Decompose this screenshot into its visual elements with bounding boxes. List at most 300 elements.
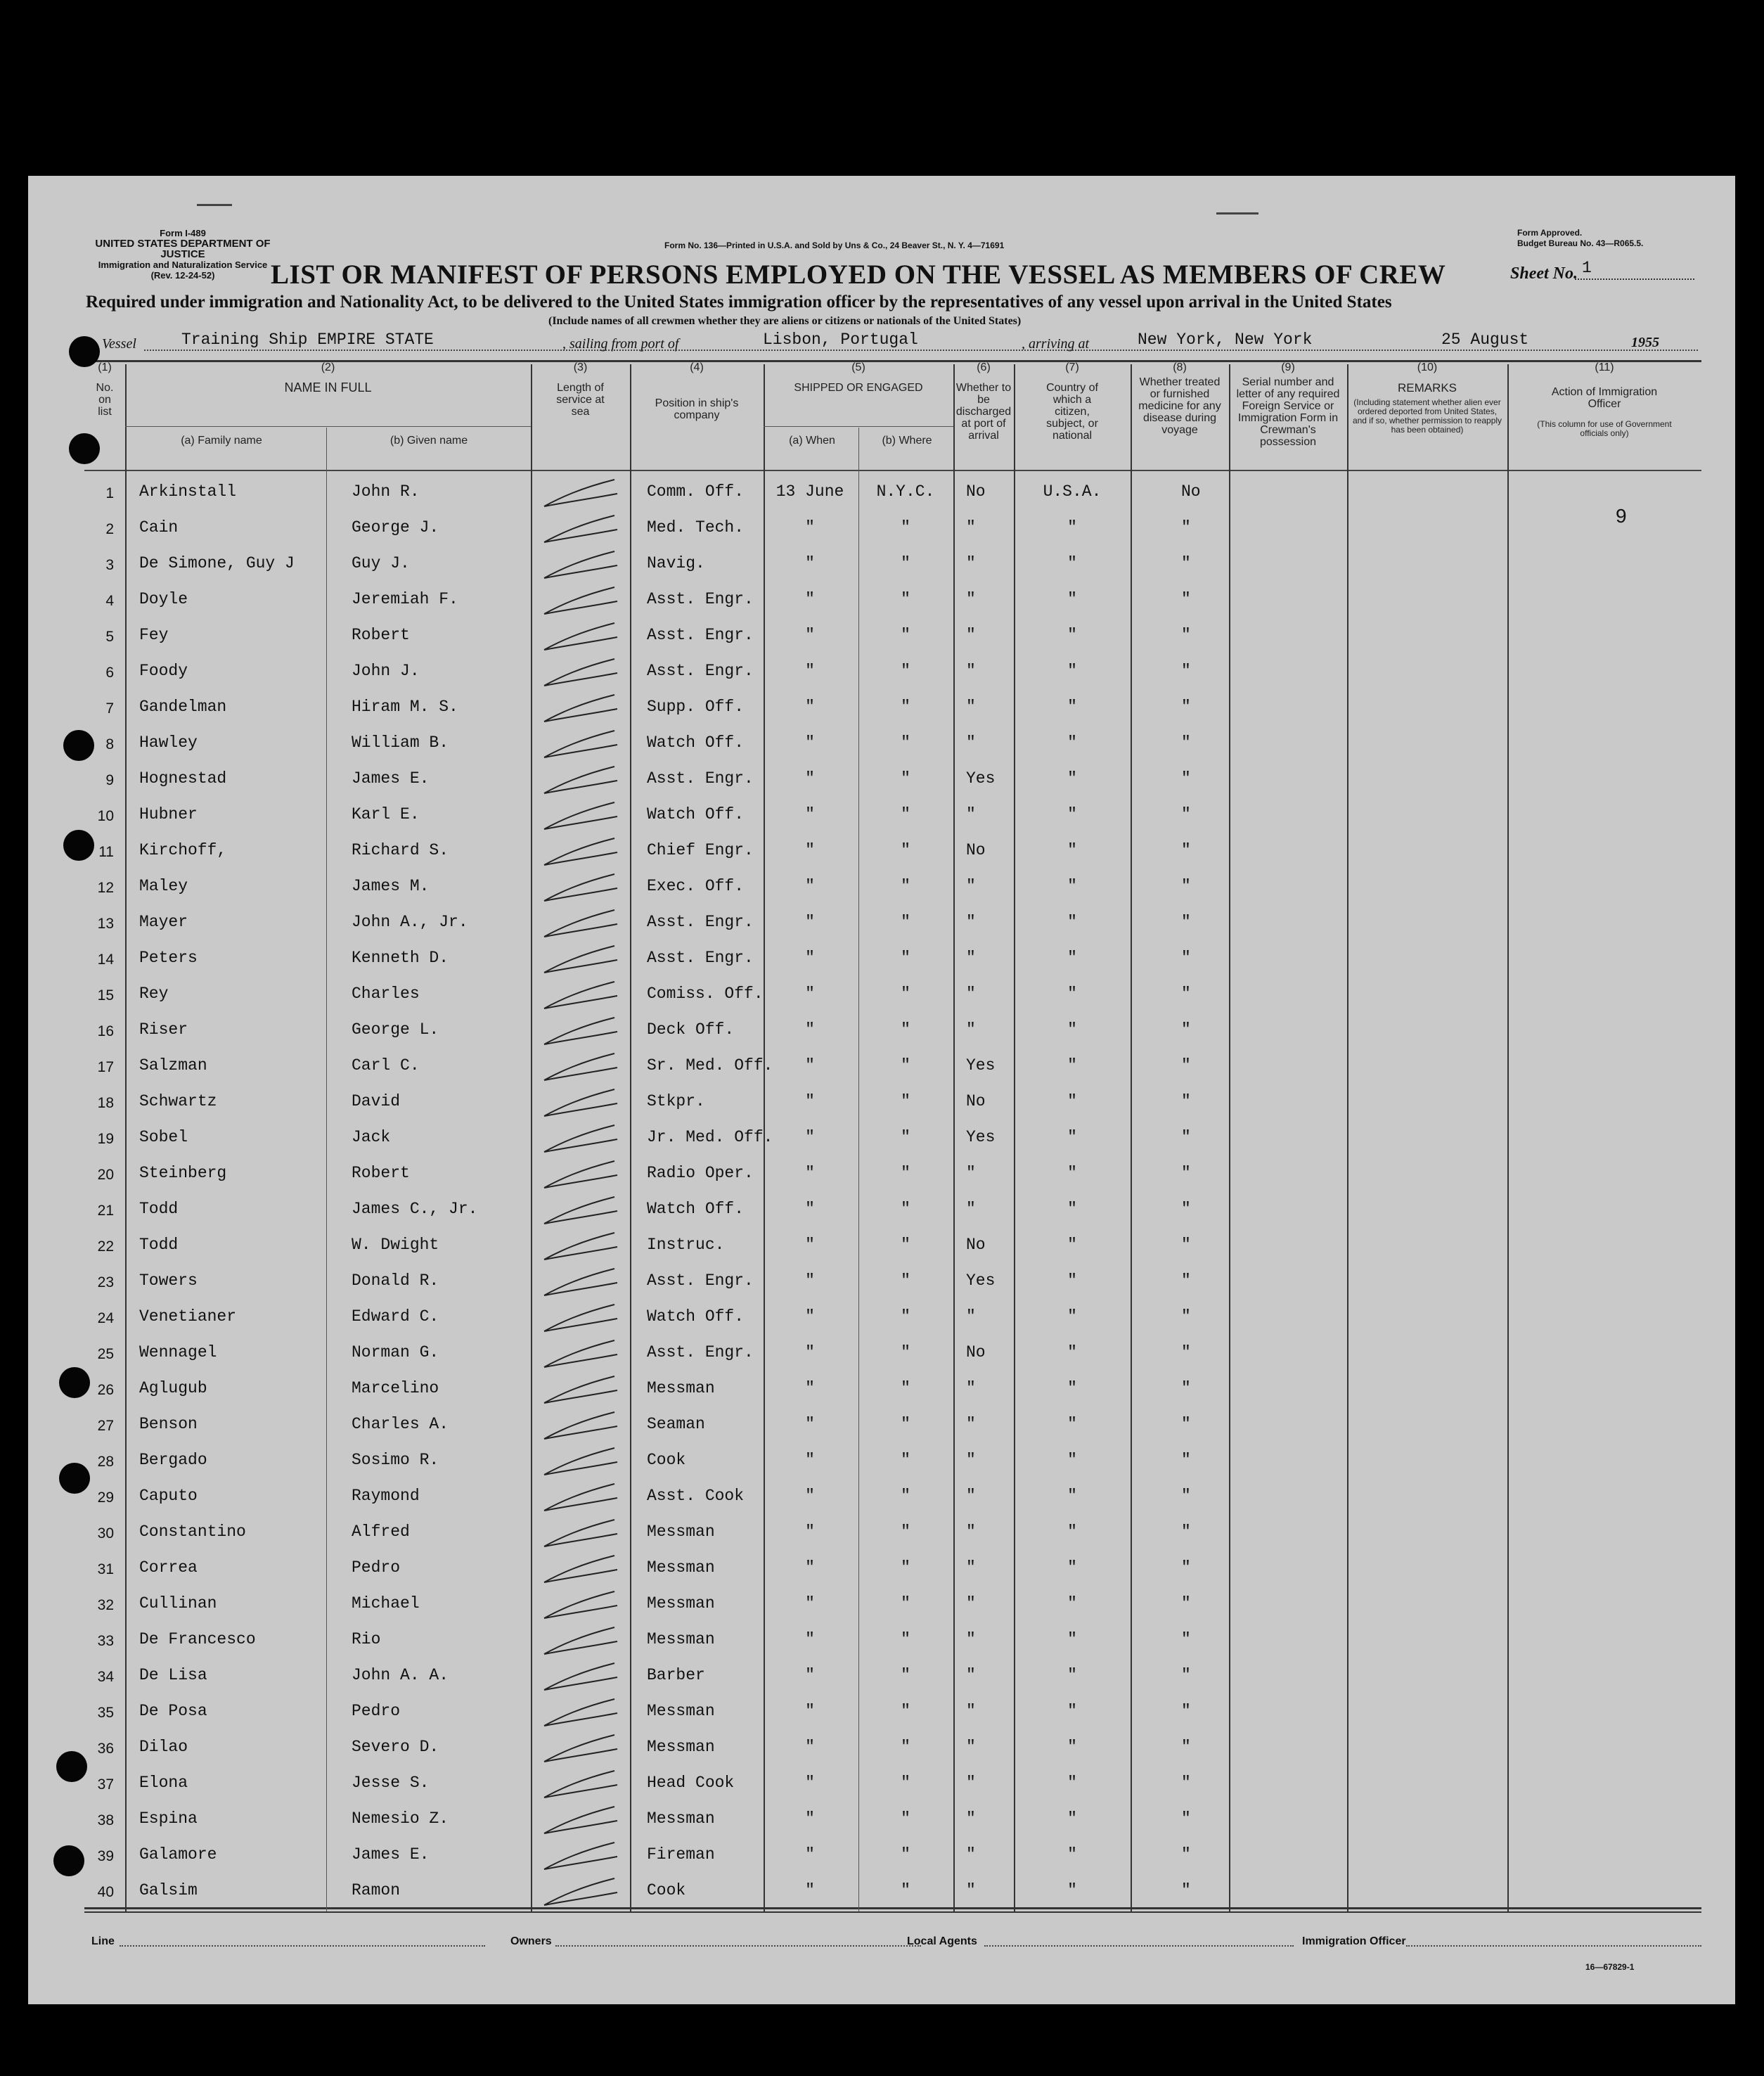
shipped-when: " <box>805 841 815 859</box>
subnote: (Include names of all crewmen whether they are aliens or citizens or nationals of the United States) <box>548 315 1022 327</box>
shipped-when: " <box>805 1451 815 1469</box>
position: Asst. Engr. <box>647 662 754 680</box>
family-name: Peters <box>139 949 198 967</box>
shipped-when: " <box>805 733 815 752</box>
family-name: Sobel <box>139 1128 188 1146</box>
budget-text: Budget Bureau No. 43—R065.5. <box>1517 238 1644 248</box>
row-number: 13 <box>97 916 114 932</box>
footer-agents-label: Local Agents <box>907 1935 977 1947</box>
medicine: " <box>1181 1164 1191 1182</box>
form-revision: (Rev. 12-24-52) <box>150 270 215 281</box>
arriving-label: , arriving at <box>1022 336 1090 352</box>
printer-note: Form No. 136—Printed in U.S.A. and Sold by Uns & Co., 24 Beaver St., N. Y. 4—71691 <box>664 241 1005 250</box>
medicine: " <box>1181 1630 1191 1648</box>
medicine: " <box>1181 1809 1191 1828</box>
row-number: 14 <box>97 952 114 968</box>
shipped-when: " <box>805 1128 815 1146</box>
row-number: 11 <box>98 844 114 860</box>
country: " <box>1067 1451 1077 1469</box>
given-name: Jack <box>352 1128 391 1146</box>
service-name: Immigration and Naturalization Service <box>98 260 268 270</box>
position: Navig. <box>647 554 705 572</box>
discharged: No <box>966 1092 986 1110</box>
shipped-when: " <box>805 698 815 716</box>
family-name: Galsim <box>139 1881 198 1899</box>
shipped-when: " <box>805 1236 815 1254</box>
medicine: " <box>1181 626 1191 644</box>
discharged: " <box>966 590 976 608</box>
shipped-when: " <box>805 1523 815 1541</box>
medicine: " <box>1181 1092 1191 1110</box>
row-number: 3 <box>105 557 114 573</box>
family-name: Doyle <box>139 590 188 608</box>
discharged: " <box>966 1558 976 1577</box>
country: " <box>1067 877 1077 895</box>
table-row <box>28 1085 1735 1121</box>
table-row <box>28 1157 1735 1193</box>
medicine: " <box>1181 1702 1191 1720</box>
position: Instruc. <box>647 1236 725 1254</box>
footer-line-label: Line <box>91 1935 115 1947</box>
given-name: Richard S. <box>352 841 449 859</box>
position: Fireman <box>647 1845 715 1864</box>
row-number: 34 <box>97 1669 114 1685</box>
service-check-mark <box>539 1158 623 1193</box>
discharged: " <box>966 1702 976 1720</box>
discharged: " <box>966 1666 976 1684</box>
position: Supp. Off. <box>647 698 745 716</box>
shipped-when: " <box>805 662 815 680</box>
row-number: 1 <box>105 485 114 501</box>
row-number: 20 <box>97 1167 114 1183</box>
country: " <box>1067 1092 1077 1110</box>
col6-title: Whether to be discharged at port of arrival <box>955 382 1012 442</box>
given-name: Robert <box>352 626 410 644</box>
shipped-where: " <box>901 1020 910 1039</box>
service-check-mark <box>539 513 623 548</box>
country: " <box>1067 1630 1077 1648</box>
sailing-label: , sailing from port of <box>562 336 679 352</box>
family-name: Fey <box>139 626 169 644</box>
shipped-when: " <box>805 626 815 644</box>
service-check-mark <box>539 800 623 835</box>
medicine: " <box>1181 1020 1191 1039</box>
when-header: (a) When <box>789 435 835 447</box>
service-check-mark <box>539 1625 623 1660</box>
table-row <box>28 1551 1735 1587</box>
medicine: " <box>1181 662 1191 680</box>
family-name: Kirchoff, <box>139 841 227 859</box>
given-name: Pedro <box>352 1702 401 1720</box>
given-name: John R. <box>352 482 420 501</box>
shipped-when: " <box>805 1343 815 1361</box>
discharged: Yes <box>966 1128 996 1146</box>
discharged: " <box>966 554 976 572</box>
row-number: 6 <box>105 665 114 681</box>
shipped-where: " <box>901 1523 910 1541</box>
position: Sr. Med. Off. <box>647 1056 773 1075</box>
approval-block <box>1517 228 1643 249</box>
col11-number: (11) <box>1595 361 1614 373</box>
sheet-line <box>1575 278 1694 280</box>
col9-number: (9) <box>1281 361 1295 373</box>
medicine: " <box>1181 1881 1191 1899</box>
shipped-where: " <box>901 518 910 537</box>
country: " <box>1067 1702 1077 1720</box>
service-check-mark <box>539 477 623 512</box>
family-name: Venetianer <box>139 1307 237 1326</box>
footer-line-field <box>120 1945 485 1947</box>
family-name: Espina <box>139 1809 198 1828</box>
country: " <box>1067 1738 1077 1756</box>
discharged: " <box>966 733 976 752</box>
table-row <box>28 1300 1735 1336</box>
family-name: Aglugub <box>139 1379 207 1397</box>
punch-hole <box>69 336 100 367</box>
table-row <box>28 691 1735 726</box>
row-number: 40 <box>97 1884 114 1900</box>
shipped-where: " <box>901 1809 910 1828</box>
family-name: Cain <box>139 518 179 537</box>
col4-header <box>630 361 764 421</box>
shipped-when: " <box>805 1594 815 1613</box>
discharged: " <box>966 1523 976 1541</box>
shipped-when: " <box>805 1164 815 1182</box>
col8-header <box>1131 361 1229 436</box>
table-row <box>28 1516 1735 1551</box>
position: Asst. Engr. <box>647 590 754 608</box>
position: Messman <box>647 1379 715 1397</box>
punch-hole <box>63 730 94 761</box>
position: Asst. Engr. <box>647 1343 754 1361</box>
service-check-mark <box>539 1481 623 1516</box>
medicine: " <box>1181 1128 1191 1146</box>
medicine: " <box>1181 733 1191 752</box>
position: Cook <box>647 1881 686 1899</box>
medicine: " <box>1181 1594 1191 1613</box>
row-number: 5 <box>105 629 114 645</box>
shipped-when: " <box>805 1415 815 1433</box>
col11-note: (This column for use of Government officials only) <box>1537 419 1672 438</box>
shipped-where: " <box>901 662 910 680</box>
shipped-when: " <box>805 554 815 572</box>
country: U.S.A. <box>1043 482 1102 501</box>
family-name: Towers <box>139 1271 198 1290</box>
col6-header <box>953 361 1014 442</box>
shipped-where: " <box>901 1415 910 1433</box>
shipped-when: " <box>805 949 815 967</box>
discharged: No <box>966 841 986 859</box>
shipped-where: " <box>901 1343 910 1361</box>
where-header: (b) Where <box>882 435 932 447</box>
margin-note: 9 <box>1616 505 1627 527</box>
shipped-when: " <box>805 1271 815 1290</box>
scan-mark <box>197 204 232 206</box>
given-name: Michael <box>352 1594 420 1613</box>
position: Watch Off. <box>647 1200 745 1218</box>
row-number: 25 <box>97 1346 114 1362</box>
service-check-mark <box>539 907 623 942</box>
medicine: " <box>1181 805 1191 824</box>
shipped-where: " <box>901 1236 910 1254</box>
table-row <box>28 1444 1735 1480</box>
family-name: Gandelman <box>139 698 227 716</box>
row-number: 23 <box>97 1274 114 1290</box>
row-number: 19 <box>97 1131 114 1147</box>
discharged: " <box>966 1594 976 1613</box>
table-row <box>28 1480 1735 1516</box>
medicine: " <box>1181 518 1191 537</box>
sheet-label: Sheet No. <box>1510 264 1578 283</box>
row-number: 17 <box>97 1059 114 1075</box>
discharged: Yes <box>966 1056 996 1075</box>
service-check-mark <box>539 764 623 799</box>
department-block <box>84 228 281 281</box>
discharged: " <box>966 1881 976 1899</box>
family-name: Constantino <box>139 1523 246 1541</box>
country: " <box>1067 1379 1077 1397</box>
footer-owners-field <box>555 1945 921 1947</box>
col1-number: (1) <box>98 361 112 373</box>
table-row <box>28 1336 1735 1372</box>
service-check-mark <box>539 1876 623 1911</box>
shipped-where: " <box>901 985 910 1003</box>
given-name: George J. <box>352 518 439 537</box>
country: " <box>1067 1164 1077 1182</box>
discharged: Yes <box>966 1271 996 1290</box>
country: " <box>1067 554 1077 572</box>
discharged: " <box>966 698 976 716</box>
shipped-where: N.Y.C. <box>876 482 935 501</box>
family-name: Cullinan <box>139 1594 217 1613</box>
shipped-where: " <box>901 1630 910 1648</box>
col1-header <box>84 361 125 418</box>
given-name: Severo D. <box>352 1738 439 1756</box>
discharged: " <box>966 1307 976 1326</box>
col5-header <box>764 361 953 394</box>
position: Seaman <box>647 1415 705 1433</box>
given-name: Jesse S. <box>352 1774 430 1792</box>
discharged: " <box>966 1379 976 1397</box>
country: " <box>1067 1666 1077 1684</box>
table-row <box>28 1874 1735 1910</box>
row-number: 39 <box>97 1848 114 1864</box>
service-check-mark <box>539 692 623 727</box>
service-check-mark <box>539 1517 623 1552</box>
col4-number: (4) <box>690 361 704 373</box>
manifest-sheet <box>28 176 1735 2004</box>
col10-title: REMARKS <box>1397 381 1457 395</box>
family-name: Maley <box>139 877 188 895</box>
footer-owners-label: Owners <box>510 1935 552 1947</box>
col3-title: Length of service at sea <box>556 382 605 418</box>
position: Stkpr. <box>647 1092 705 1110</box>
shipped-where: " <box>901 877 910 895</box>
position: Asst. Engr. <box>647 769 754 788</box>
col2-title: NAME IN FULL <box>284 380 372 395</box>
discharged: " <box>966 1415 976 1433</box>
service-check-mark <box>539 1015 623 1050</box>
medicine: " <box>1181 1343 1191 1361</box>
position: Head Cook <box>647 1774 735 1792</box>
service-check-mark <box>539 1696 623 1731</box>
family-name: Todd <box>139 1200 179 1218</box>
row-number: 35 <box>97 1705 114 1721</box>
discharged: " <box>966 1738 976 1756</box>
discharged: " <box>966 805 976 824</box>
discharged: No <box>966 482 986 501</box>
position: Comm. Off. <box>647 482 745 501</box>
shipped-where: " <box>901 1056 910 1075</box>
shipped-when: " <box>805 1379 815 1397</box>
footer-agents-field <box>984 1945 1294 1947</box>
shipped-when: " <box>805 769 815 788</box>
medicine: " <box>1181 1487 1191 1505</box>
country: " <box>1067 626 1077 644</box>
punch-hole <box>63 830 94 861</box>
medicine: " <box>1181 590 1191 608</box>
voyage-underline <box>144 350 1698 351</box>
position: Chief Engr. <box>647 841 754 859</box>
row-number: 21 <box>97 1203 114 1219</box>
given-name: Marcelino <box>352 1379 439 1397</box>
family-name: Salzman <box>139 1056 207 1075</box>
family-name: Mayer <box>139 913 188 931</box>
family-name-header: (a) Family name <box>181 435 262 447</box>
given-name: David <box>352 1092 401 1110</box>
table-row <box>28 1372 1735 1408</box>
position: Med. Tech. <box>647 518 745 537</box>
family-name: Steinberg <box>139 1164 227 1182</box>
discharged: " <box>966 949 976 967</box>
col9-title: Serial number and letter of any required Foreign Service or Immigration Form in Crewman's possession <box>1236 376 1340 448</box>
shipped-where: " <box>901 1702 910 1720</box>
crew-list <box>28 475 1735 1910</box>
given-name: Pedro <box>352 1558 401 1577</box>
given-name: Charles A. <box>352 1415 449 1433</box>
shipped-when: " <box>805 518 815 537</box>
shipped-where: " <box>901 626 910 644</box>
country: " <box>1067 1415 1077 1433</box>
discharged: " <box>966 1451 976 1469</box>
shipped-when: " <box>805 1666 815 1684</box>
given-name-header: (b) Given name <box>390 435 468 447</box>
country: " <box>1067 662 1077 680</box>
shipped-where: " <box>901 1307 910 1326</box>
shipped-where: " <box>901 1738 910 1756</box>
given-name: Hiram M. S. <box>352 698 458 716</box>
shipped-when: " <box>805 1092 815 1110</box>
table-row <box>28 1408 1735 1444</box>
shipped-when: " <box>805 1809 815 1828</box>
position: Watch Off. <box>647 1307 745 1326</box>
position: Barber <box>647 1666 705 1684</box>
department-name: UNITED STATES DEPARTMENT OF JUSTICE <box>95 238 271 260</box>
given-name: Raymond <box>352 1487 420 1505</box>
row-number: 36 <box>97 1741 114 1757</box>
service-check-mark <box>539 1230 623 1265</box>
row-number: 30 <box>97 1525 114 1542</box>
col3-header <box>531 361 630 418</box>
col10-header <box>1347 361 1507 435</box>
shipped-where: " <box>901 1164 910 1182</box>
row-number: 32 <box>97 1597 114 1613</box>
shipped-when: " <box>805 913 815 931</box>
country: " <box>1067 841 1077 859</box>
family-name: Foody <box>139 662 188 680</box>
service-check-mark <box>539 1804 623 1839</box>
table-row <box>28 726 1735 762</box>
col9-header <box>1229 361 1347 448</box>
service-check-mark <box>539 1589 623 1624</box>
discharged: " <box>966 1200 976 1218</box>
medicine: " <box>1181 1451 1191 1469</box>
position: Asst. Engr. <box>647 1271 754 1290</box>
country: " <box>1067 1523 1077 1541</box>
shipped-when: " <box>805 1881 815 1899</box>
family-name: De Posa <box>139 1702 207 1720</box>
family-name: Todd <box>139 1236 179 1254</box>
shipped-where: " <box>901 805 910 824</box>
position: Comiss. Off. <box>647 985 764 1003</box>
discharged: Yes <box>966 769 996 788</box>
arrival-year: 1955 <box>1631 335 1659 350</box>
country: " <box>1067 1774 1077 1792</box>
shipped-where: " <box>901 1666 910 1684</box>
medicine: " <box>1181 1415 1191 1433</box>
row-number: 27 <box>97 1418 114 1434</box>
table-row <box>28 870 1735 906</box>
service-check-mark <box>539 584 623 620</box>
col8-number: (8) <box>1173 361 1187 373</box>
family-name: Wennagel <box>139 1343 217 1361</box>
table-row <box>28 655 1735 691</box>
given-name: Nemesio Z. <box>352 1809 449 1828</box>
row-number: 4 <box>105 593 114 609</box>
approval-text: Form Approved. <box>1517 228 1583 238</box>
family-name: Hubner <box>139 805 198 824</box>
shipped-where: " <box>901 590 910 608</box>
position: Watch Off. <box>647 733 745 752</box>
scan-mark <box>1216 212 1258 214</box>
family-name: De Francesco <box>139 1630 256 1648</box>
shipped-where: " <box>901 554 910 572</box>
medicine: " <box>1181 913 1191 931</box>
given-name: James E. <box>352 769 430 788</box>
discharged: No <box>966 1343 986 1361</box>
table-row <box>28 1193 1735 1229</box>
service-check-mark <box>539 1087 623 1122</box>
table-row <box>28 1802 1735 1838</box>
shipped-where: " <box>901 841 910 859</box>
shipped-where: " <box>901 1845 910 1864</box>
shipped-where: " <box>901 1379 910 1397</box>
footer-code: 16—67829-1 <box>1585 1962 1635 1972</box>
discharged: " <box>966 1164 976 1182</box>
col6-number: (6) <box>977 361 991 373</box>
medicine: " <box>1181 985 1191 1003</box>
row-number: 15 <box>97 987 114 1004</box>
discharged: " <box>966 1774 976 1792</box>
col2-header <box>125 361 531 394</box>
row-number: 16 <box>97 1023 114 1039</box>
punch-hole <box>56 1751 87 1782</box>
country: " <box>1067 698 1077 716</box>
family-name: De Simone, Guy J <box>139 554 295 572</box>
table-row <box>28 1623 1735 1659</box>
shipped-where: " <box>901 1128 910 1146</box>
form-number: Form I-489 <box>160 228 206 238</box>
